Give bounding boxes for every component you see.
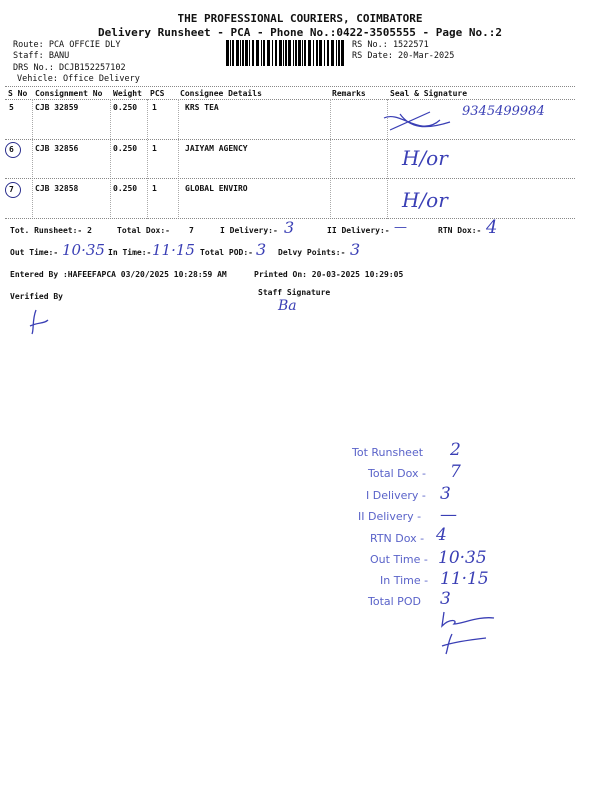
total-dox-value: 7 — [189, 226, 194, 235]
stamp-total-pod-value: 3 — [440, 589, 451, 609]
stamp-rtn-dox-label: RTN Dox - — [370, 532, 425, 545]
row2-pcs: 1 — [152, 144, 157, 153]
row3-sno: 7 — [9, 185, 14, 194]
stamp-total-pod-label: Total POD — [368, 595, 421, 608]
col-pcs: PCS — [150, 89, 165, 98]
stamp-ii-delivery-label: II Delivery - — [358, 510, 422, 523]
verified-by-signature — [28, 308, 52, 336]
row3-consignment: CJB 32858 — [35, 184, 79, 193]
row2-consignment: CJB 32856 — [35, 144, 79, 153]
stamp-in-time-label: In Time - — [380, 574, 429, 587]
row1-consignment: CJB 32859 — [35, 103, 79, 112]
rtn-dox-label: RTN Dox:- — [438, 226, 482, 235]
staff-label: Staff: BANU — [13, 51, 70, 61]
col-consignment: Consignment No — [35, 89, 103, 98]
stamp-total-dox-label: Total Dox - — [368, 467, 427, 480]
out-time-label: Out Time:- — [10, 248, 59, 257]
stamp-in-time-value: 11·15 — [440, 569, 489, 589]
entered-by: Entered By :HAFEEFAPCA 03/20/2025 10:28:59 AM — [10, 270, 227, 279]
company-title: THE PROFESSIONAL COURIERS, COIMBATORE — [177, 12, 423, 25]
col-seal-signature: Seal & Signature — [390, 89, 468, 98]
rtn-dox-hand: 4 — [486, 217, 498, 238]
out-time-hand: 10·35 — [62, 241, 105, 259]
stamp-ii-delivery-value: — — [440, 505, 457, 525]
row1-signature-phone: 9345499984 — [462, 104, 545, 119]
staff-signature-label: Staff Signature — [258, 288, 331, 297]
row3-pcs: 1 — [152, 184, 157, 193]
ii-delivery-label: II Delivery:- — [327, 226, 390, 235]
col-sno: S No — [8, 89, 28, 98]
drs-number: DRS No.: DCJB152257102 — [13, 63, 126, 73]
printed-on: Printed On: 20-03-2025 10:29:05 — [254, 270, 404, 279]
ii-delivery-hand: — — [394, 220, 407, 235]
stamp-staff-signature — [438, 608, 498, 658]
stamp-tot-runsheet-label: Tot Runsheet — [352, 446, 424, 459]
stamp-tot-runsheet-value: 2 — [450, 440, 461, 460]
rs-date: RS Date: 20-Mar-2025 — [352, 51, 455, 61]
row2-weight: 0.250 — [113, 144, 138, 153]
route-label: Route: PCA OFFCIE DLY — [13, 40, 121, 50]
row1-consignee: KRS TEA — [185, 103, 219, 112]
stamp-out-time-label: Out Time - — [370, 553, 428, 566]
stamp-i-delivery-label: I Delivery - — [366, 489, 426, 502]
stamp-out-time-value: 10·35 — [438, 548, 487, 568]
runsheet-title: Delivery Runsheet - PCA - Phone No.:0422-3505555 - Page No.:2 — [98, 26, 502, 39]
rs-number: RS No.: 1522571 — [352, 40, 429, 50]
row2-signature: H/or — [402, 146, 448, 170]
stamp-rtn-dox-value: 4 — [436, 525, 447, 545]
col-consignee: Consignee Details — [180, 89, 262, 98]
row3-weight: 0.250 — [113, 184, 138, 193]
row3-consignee: GLOBAL ENVIRO — [185, 184, 248, 193]
staff-signature-hand: Ba — [278, 298, 297, 314]
row1-pcs: 1 — [152, 103, 157, 112]
row1-signature-scribble — [380, 108, 460, 134]
stamp-total-dox-value: 7 — [450, 462, 461, 482]
in-time-hand: 11·15 — [152, 241, 195, 259]
row1-weight: 0.250 — [113, 103, 138, 112]
row1-sno: 5 — [9, 103, 14, 112]
total-pod-label: Total POD:- — [200, 248, 253, 257]
i-delivery-label: I Delivery:- — [220, 226, 278, 235]
i-delivery-hand: 3 — [284, 218, 295, 237]
verified-by-label: Verified By — [10, 292, 63, 301]
row3-signature: H/or — [402, 188, 448, 212]
delvy-points-hand: 3 — [350, 240, 361, 259]
col-remarks: Remarks — [332, 89, 366, 98]
in-time-label: In Time:- — [108, 248, 152, 257]
barcode-image — [226, 40, 344, 66]
col-weight: Weight — [113, 89, 142, 98]
vehicle-label: Vehicle: Office Delivery — [17, 74, 140, 84]
stamp-i-delivery-value: 3 — [440, 484, 451, 504]
row2-consignee: JAIYAM AGENCY — [185, 144, 248, 153]
tot-runsheet: Tot. Runsheet:- 2 — [10, 226, 92, 235]
delvy-points-label: Delvy Points:- — [278, 248, 346, 257]
total-pod-hand: 3 — [256, 240, 267, 259]
row2-sno: 6 — [9, 145, 14, 154]
total-dox-label: Total Dox:- — [117, 226, 170, 235]
